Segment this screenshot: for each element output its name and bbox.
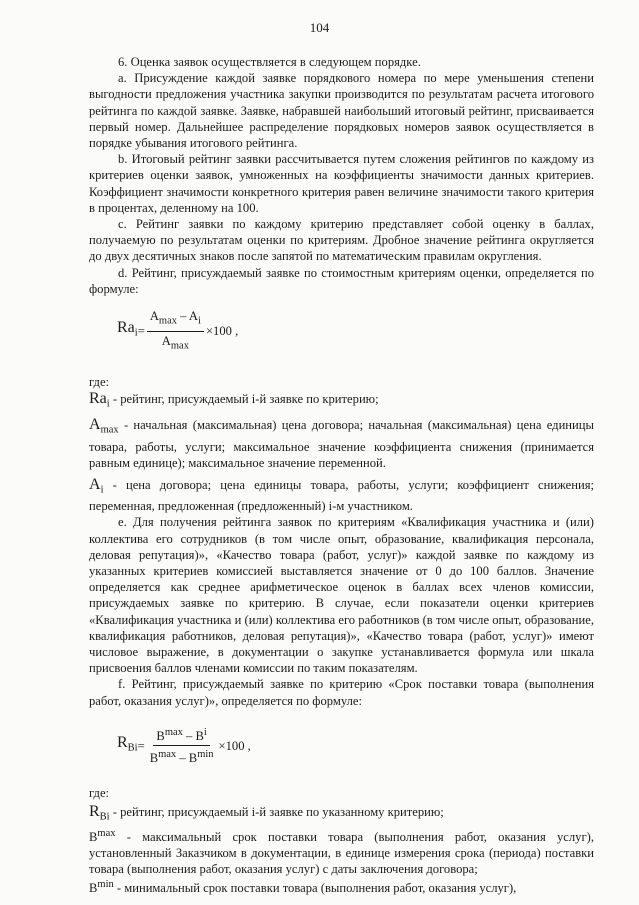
formula2-fraction [147,725,217,767]
paragraph-d: d. Рейтинг, присуждаемый заявке по стоимостным критериям оценки, определяется по формуле: [89,265,594,296]
where-label-1: где: [89,375,110,390]
paragraph-a: a. Присуждение каждой заявке порядкового номера по мере уменьшения степени выгодности предложения участника закупки производится по результатам расчета итогового рейтинга по каждой заявке. Заявке, набравшей наибольший итоговый рейтинг, присваивается первый номер. Дальнейшее распределение порядковых номеров заявок осуществляется в порядке убывания итогового рейтинга. [89,71,594,151]
page-number: 104 [309,20,330,35]
definition-ra: $Ra_i$ - рейтинг, присуждаемый i-й заявке по критерию; [89,389,379,410]
definition-amax: $A_{max}$ - начальная (максимальная) цена договора; начальная (максимальная) цена единицы товара, работы, услуги; максимальное значение коэффициента снижения (принимается равным единице); максимальное значение переменной. [89,416,594,471]
definition-bmin: $B^{min}$ - минимальный срок поставки товара (выполнения работ, оказания услуг), [89,879,517,896]
formula-denominator: $A_{max}$ [161,333,189,352]
formula-delivery-rating [117,725,594,767]
formula-eq: = [137,324,145,339]
formula2-tail: ×100 , [218,738,251,753]
formula-fraction [147,308,204,354]
formula2-numerator: $B^{max} - B^i$ [153,725,209,746]
formula-tail: ×100 , [205,324,239,339]
formula2-denominator: $B^{max} - B^{min}$ [149,749,214,766]
definition-ai: $A_i$ - цена договора; цена единицы товара, работы, услуги; коэффициент снижения; переменная, предложенная (предложенный) i-м участником. [89,475,594,514]
paragraph-b: b. Итоговый рейтинг заявки рассчитывается путем сложения рейтингов по каждому из критериев оценки заявок, умноженных на коэффициенты значимости данных критериев. Коэффициент значимости конкретного критерия равен величине значимости такого критерия в процентах, деленному на 100. [89,152,594,215]
paragraph-e: e. Для получения рейтинга заявок по критериям «Квалификация участника и (или) коллектива его сотрудников (в том числе опыт, образование, квалификация персонала, деловая репутация)», «Качество товара (работ, услуг)» каждой заявке по каждому из указанных критериев комиссией выставляется значение от 0 до 100 баллов. Значение определяется как среднее арифметическое оценок в баллах всех членов комиссии, присуждаемых заявке по критерию. В случае, если показатели оценки критериев «Квалификация участника и (или) коллектива его работников (в том числе опыт, образование, квалификация работников, деловая репутация)», «Качество товара (работ, услуг)» имеют числовое выражение, в документации о закупке устанавливается формула или шкала присвоения баллов членами комиссии по таким показателям. [89,515,594,676]
definition-bmax: $B^{max}$ - максимальный срок поставки товара (выполнения работ, оказания услуг), установленный Заказчиком в документации, в единице измерения срока (периода) поставки товара (выполнения работ, оказания услуг) с даты заключения договора; [89,827,594,877]
paragraph-c: c. Рейтинг заявки по каждому критерию представляет собой оценку в баллах, получаемую по результатам оценки по критериям. Дробное значение рейтинга округляется до двух десятичных знаков после запятой по математическим правилам округления. [89,217,594,264]
paragraph-f: f. Рейтинг, присуждаемый заявке по критерию «Срок поставки товара (выполнения работ, оказания услуг)», определяется по формуле: [89,677,594,708]
formula-lhs: $Ra_i$ [117,319,138,339]
formula2-lhs: $R_{Bi}$ [117,733,138,754]
formula-numerator: $A_{max} - A_i$ [147,308,204,332]
where-label-2: где: [89,785,110,800]
paragraph-6: 6. Оценка заявок осуществляется в следующем порядке. [118,55,421,69]
definition-rbi: $R_{Bi}$ - рейтинг, присуждаемый i-й заявке по указанному критерию; [89,802,444,823]
document-body [89,54,594,897]
formula2-eq: = [137,738,145,753]
formula-price-rating [117,308,594,354]
